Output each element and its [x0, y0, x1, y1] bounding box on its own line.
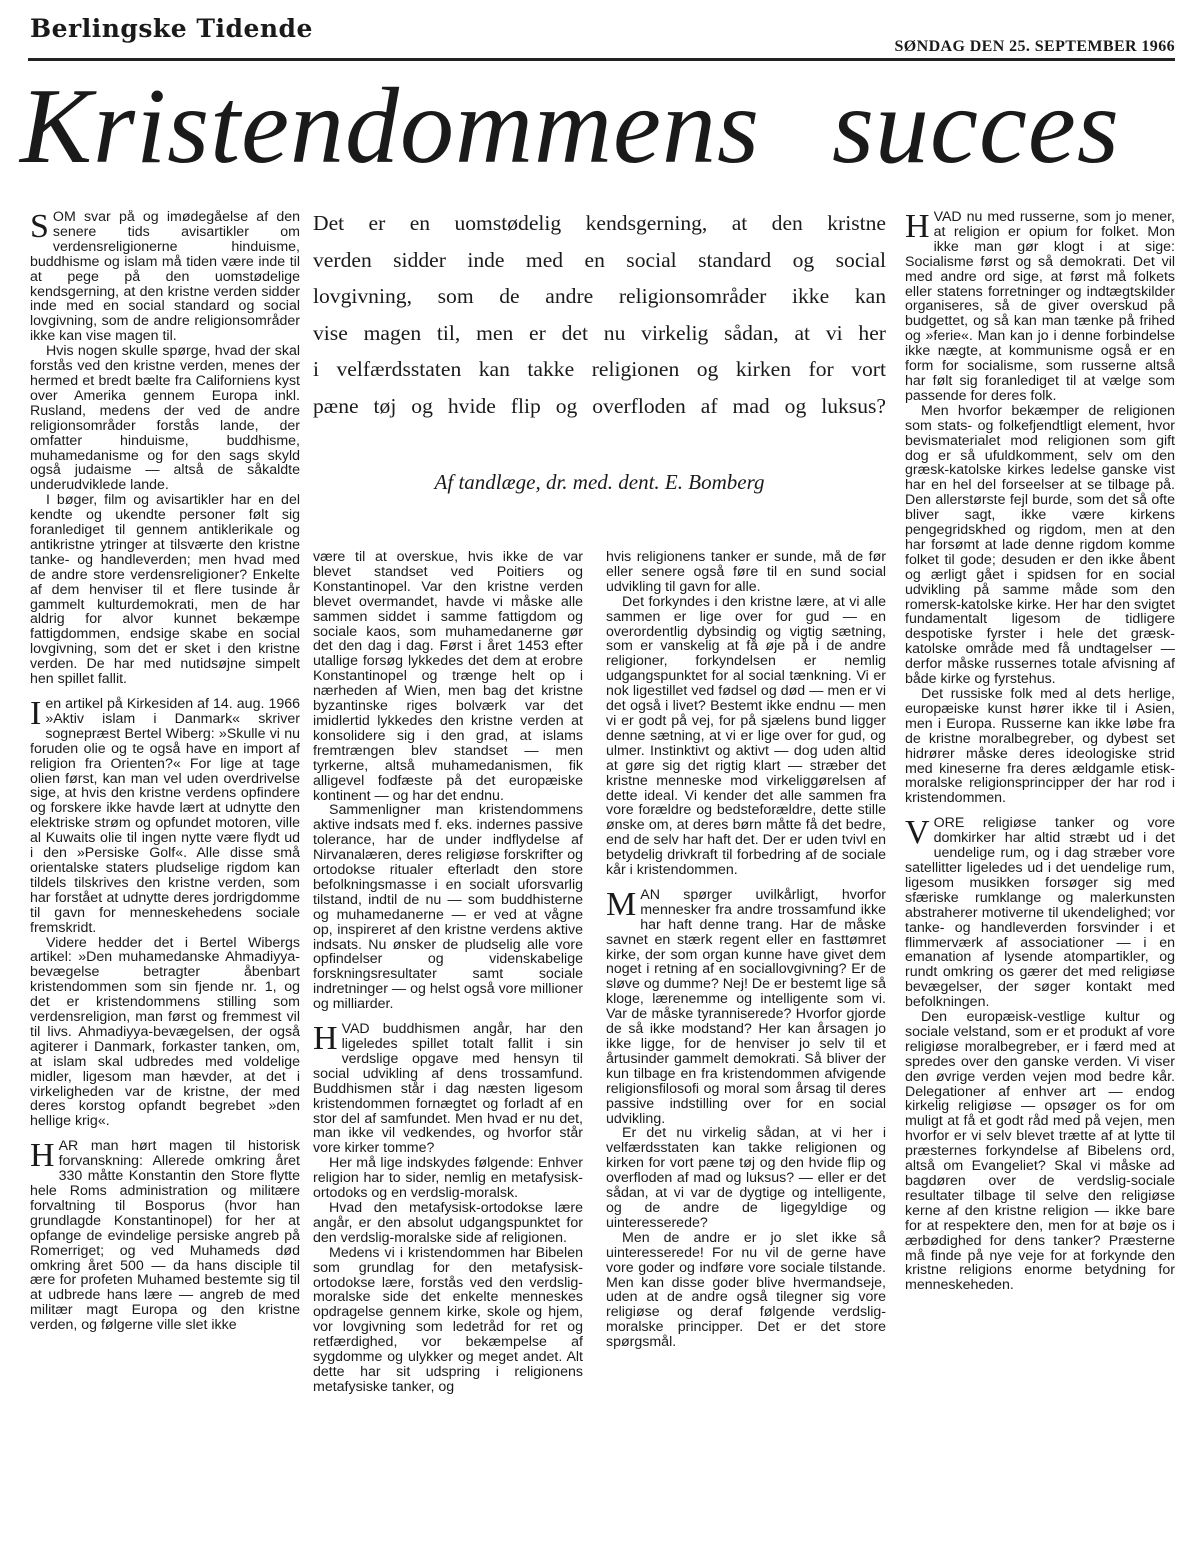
article-paragraph — [606, 885, 886, 1127]
article-paragraph — [30, 1139, 300, 1333]
article-paragraph — [313, 1201, 583, 1246]
paragraph-text: en artikel på Kirkesiden af 14. aug. 1966 »Aktiv islam i Danmark« skriver sognepræst Bertel Wiberg: »Skulle vi nu foruden olie og te også have en import af religion fra Orienten?« For lige at tage olien først, kan man vel uden overdrivelse sige, at hvis den kristne verdens opfindere og forskere ikke havde lært at udnytte den elektriske strøm og opfundet motoren, ville al Kuwaits olie til ingen nytte være flydt ud i den »Persiske Golf«. Alle disse små orientalske staters pludselige rigdom kan tildels tilskrives den kristne verden, som har forstået at udnytte deres jordrigdomme til gavn for menneskehedens sociale fremskridt. — [30, 696, 300, 936]
paragraph-text: Det russiske folk med al dets herlige, europæiske kunst hører ikke til i Asien, men i Europa. Russerne kan ikke løbe fra de kristne moralbegreber, og dybest set hidrører måske deres ideologiske strid med kineserne fra deres ældgamle etisk-moralske religionsprincipper der har rod i kristendommen. — [905, 686, 1175, 807]
article-paragraph — [30, 344, 300, 493]
article-column-1 — [30, 210, 300, 1530]
paragraph-text: AN spørger uvilkårligt, hvorfor mennesker fra andre trossamfund ikke har haft denne trang. Har de måske savnet en stærk regent eller en fasttømret kirke, der som organ kunne have givet dem noget i retning af en sociallovgivning? Er de sløve og dumme? Nej! De er bestemt lige så kloge, lærenemme og intelligente som vi. Var de måske tyranniserede? Hvorfor gjorde de så ikke modstand? Her kan årsagen jo ikke ligge, for de henviser jo selv til et årtusinder gammelt demokrati. Så bliver der kun tilbage en fra kristendommen afvigende religionsfilosofi og moral som årsag til deres passive indstilling over for en social udvikling. — [606, 886, 886, 1127]
article-paragraph — [606, 1126, 886, 1230]
paragraph-text: I bøger, film og avisartikler har en del kendte og ukendte personer følt sig foranlediget til gennem antiklerikale og antikristne ytringer at tilsværte den kristne tanke- og handleverden; men hvad med de andre store verdensreligioner? Enkelte af dem henviser til et flere tusinde år gammelt kulturdemokrati, men de har aldrig for alvor kunnet bekæmpe fattigdommen, endsige skabe en social lovgivning, som det er sket i den kristne verden. De har med nutidsøjne simpelt hen spillet fallit. — [30, 492, 300, 688]
intro-line: lovgivning, som de andre religionsområder ikke kan — [313, 284, 886, 309]
article-paragraph — [606, 1231, 886, 1350]
paragraph-text: Men hvorfor bekæmper de religionen som stats- og folkefjendtligt element, hvor bevismaterialet mod religionen som gift dog er så ufuldkomment, selv om den græsk-katolske kirkes ledelse ganske vist har en hel del forseelser at se tilbage på. Den allerstørste fejl burde, som det så ofte bliver sagt, ikke være kirkens pengegridskhed og rigdom, men at den har forsømt at lade denne rigdom komme folket til gode; desuden er den ikke åbent og ærligt gået i spidsen for en social udvikling på samme måde som den romersk-katolske kirke. Her har den svigtet fundamentalt ligesom de tidligere despotiske fyrster i hele det græsk-katolske område med få undtagelser — derfor måske russernes totale afvisning af både kirke og fyrstehus. — [905, 402, 1175, 688]
article-paragraph — [30, 936, 300, 1130]
article-paragraph — [905, 687, 1175, 806]
intro-line: verden sidder inde med en social standard og social — [313, 247, 886, 272]
paragraph-text: OM svar på og imødegåelse af den senere tids avisartikler om verdensreligionerne hinduisme, buddhisme og islam må tiden være inde til at pege på den uomstødelige kendsgerning, at den kristne verden sidder inde med en social standard og social lovgivning, som de andre religionsområder ikke kan vise magen til. — [30, 210, 300, 345]
article-paragraph — [313, 1246, 583, 1395]
article-paragraph — [313, 1156, 583, 1201]
paragraph-text: være til at overskue, hvis ikke de var blevet standset ved Poitiers og Konstantinopel. Var den kristne verden blevet overmandet, havde vi måske alle sammen siddet i samme fattigdom og sociale kaos, som muhamedanerne gør det den dag i dag. Først i året 1453 efter utallige forsøg lykkedes det dem at erobre Konstantinopel og trænge helt op i nærheden af Wien, men bag det kristne byzantinske riges bolværk var det imidlertid lykkedes den kristne verden at konsolidere sig i den grad, at islams fremtrængen blev standset — men tyrkerne, altså muhamedanismen, fik alligevel fodfæste på det europæiske kontinent — og har det endnu. — [313, 550, 583, 804]
article-paragraph — [313, 1022, 583, 1156]
article-paragraph — [905, 404, 1175, 687]
intro-line: i velfærdsstaten kan takke religionen og kirken for vort — [313, 357, 886, 382]
paragraph-text: Hvis nogen skulle spørge, hvad der skal forstås ved den kristne verden, menes der hermed et bredt bælte fra Californiens kyst over Amerika gennem Europa inkl. Rusland, medens der ved de andre religionsområder forstås lande, der omfatter hinduisme, buddhisme, muhamedanisme og for den sags skyld også judaisme — altså de såkaldte underudviklede lande. — [30, 343, 300, 494]
paragraph-text: Det forkyndes i den kristne lære, at vi alle sammen er lige over for gud — en overordentlig dybsindig og vigtig sætning, som er vanskelig at få øje på i de andre religioner, forkyndelsen er nemlig udgangspunktet for al social tænkning. Vi er nok ligestillet ved fødsel og død — men er vi det også i livet? Bestemt ikke endnu — men vi er godt på vej, for på sjælens bund ligger denne sætning, at vi er lige over for gud, og ulmer. Instinktivt og aktivt — dog uden altid at gøre sig det rigtig klart — stræber det kristne menneske mod virkeliggørelsen af dette ideal. Vi kender det alle sammen fra vore forældre og bedsteforældre, dette stille ønske om, at deres børn måtte få det bedre, end de selv har haft det. Der er uden tvivl en betydelig drivkraft til forbedring af de sociale kår i kristendommen. — [606, 593, 886, 879]
article-paragraph — [905, 1010, 1175, 1293]
dateline: SØNDAG DEN 25. SEPTEMBER 1966 — [894, 38, 1175, 55]
article-column-2 — [313, 550, 583, 1530]
article-intro — [313, 205, 886, 425]
intro-line: pæne tøj og hvide flip og overfloden af mad og luksus? — [313, 393, 886, 418]
intro-line: vise magen til, men er det nu virkelig sådan, at vi her — [313, 320, 886, 345]
article-byline: Af tandlæge, dr. med. dent. E. Bomberg — [434, 470, 765, 494]
paragraph-text: ORE religiøse tanker og vore domkirker har altid stræbt ud i det uendelige rum, og i dag stræber vore satellitter ligeledes ud i det uendelige rum, ligesom musikken forsøger sig med sfæriske rumklange og malerkunsten abstraherer motiverne til ukendelighed; vor tanke- og handleverden forsvinder i et flimmerværk af associationer — i en emanation af lysende atompartikler, og rundt omkring os gærer det med religiøse bevægelser, der søger kontakt med befolkningen. — [905, 815, 1175, 1011]
paragraph-text: hvis religionens tanker er sunde, må de før eller senere også føre til en sund social udvikling til gavn for alle. — [606, 550, 886, 595]
article-column-4 — [905, 210, 1175, 1530]
newspaper-masthead: Berlingske Tidende — [30, 14, 313, 43]
paragraph-text: Er det nu virkelig sådan, at vi her i velfærdsstaten kan takke religionen og kirken for vort pæne tøj og den hvide flip og overfloden af mad og luksus? — eller er det sådan, at vi var de dygtige og intelligente, og de andre de ligegyldige og uinteresserede? — [606, 1125, 886, 1231]
drop-cap: S — [30, 210, 49, 245]
paragraph-text: Her må lige indskydes følgende: Enhver religion har to sider, nemlig en metafysisk-ortodoks og en verdslig-moralsk. — [313, 1155, 583, 1202]
article-paragraph — [905, 210, 1175, 404]
paragraph-text: VAD nu med russerne, som jo mener, at religion er opium for folket. Mon ikke man gør klogt i at sige: Socialisme først og så demokrati. Det vil med andre ord sige, at først må folkets eller statens forretninger og indtægtskilder organiseres, så de giver overskud på budgettet, og så kan man tænke på frihed og »ferie«. Man kan jo i denne forbindelse ikke nægte, at kommunisme også er en form for socialisme, som russerne altså har følt sig foranlediget til at vælge som passende for deres folk. — [905, 210, 1175, 404]
paragraph-text: VAD buddhismen angår, har den ligeledes spillet totalt fallit i sin verdslige opgave med hensyn til social udvikling af dens trossamfund. Buddhismen står i dag næsten ligesom kristendommen fornægtet og forladt af en stor del af samfundet. Men hvad er nu det, man ikke vil vedkendes, og hvorfor står vore kirker tomme? — [313, 1021, 583, 1157]
paragraph-text: Men de andre er jo slet ikke så uinteresserede! For nu vil de gerne have vore goder og indføre vore sociale tilstande. Men kan disse goder blive hvermandseje, uden at de andre også tilegner sig vore religiøse og deraf følgende verdslig-moralske principper. Det er det store spørgsmål. — [606, 1229, 886, 1351]
paragraph-text: Medens vi i kristendommen har Bibelen som grundlag for den metafysisk-ortodokse lære, forstås ved den verdslig-moralske side det enkelte menneskes opdragelse gennem kirke, skole og hjem, vor lovgivning som ledetråd for ret og retfærdighed, vor bekæmpelse af sygdomme og ulykker og meget andet. Alt dette har sit udspring i religionens metafysiske tanker, og — [313, 1244, 583, 1395]
paragraph-text: Hvad den metafysisk-ortodokse lære angår, er den absolut udgangspunktet for den verdslig-moralske side af religionen. — [313, 1199, 583, 1246]
drop-cap: H — [905, 210, 930, 245]
paragraph-text: Den europæisk-vestlige kultur og sociale velstand, som er et produkt af vore religiøse moralbegreber, er i færd med at spredes over den ganske verden. Vi viser den øvrige verden vejen mod bedre kår. Delegationer af enhver art — endog kirkelig religiøse — opsøger os for om muligt at få et godt råd med på vejen, men hvorfor er vi selv blevet trætte af at lytte til præsternes forkyndelse af Bibelens ord, altså om Evangeliet? Skal vi måske ad bagdøren over de verdslig-sociale resultater tilbage til selve den religiøse kerne af den kristne religion — ikke bare for at respektere den, men for at bøje os i ærbødighed for dens tanker? Præsterne må finde på nye veje for at forkynde den kristne religions enorme betydning for menneskeheden. — [905, 1009, 1175, 1294]
article-paragraph — [30, 210, 300, 344]
article-paragraph — [606, 550, 886, 595]
drop-cap: I — [30, 695, 42, 732]
article-paragraph — [30, 697, 300, 936]
article-column-3 — [606, 550, 886, 1530]
paragraph-text: Sammenligner man kristendommens aktive indsats med f. eks. indernes passive tolerance, har de under indflydelse af Nirvanalæren, deres religiøse forskrifter og ortodokse ritualer efterladt den store befolkningsmasse i en socialt uforsvarlig tilstand, indtil de nu — som buddhisterne og muhamedanerne — er ved at vågne op, inspireret af den kristne verdens aktive indsats. Nu ønsker de pludselig alle vore opfindelser og videnskabelige forskningsresultater samt sociale indretninger — og helst også vore millioner og milliarder. — [313, 802, 583, 1013]
article-paragraph — [313, 803, 583, 1012]
intro-line: Det er en uomstødelig kendsgerning, at den kristne — [313, 211, 886, 235]
article-paragraph — [30, 493, 300, 687]
drop-cap: H — [313, 1020, 338, 1058]
article-paragraph — [905, 816, 1175, 1010]
paragraph-text: AR man hørt magen til historisk forvanskning: Allerede omkring året 330 måtte Konstantin den Store flytte hele Roms administration og militære forvaltning til Bosporus (hvor han grundlagde Konstantinopel) for her at opfange de evindelige persiske angreb på Romerriget; og ved Muhameds død omkring året 500 — da hans disciple til ære for profeten Muhamed bestemte sig til at udbrede hans lære — angreb de med militær magt Europa og den kristne verden, og følgerne ville slet ikke — [30, 1138, 300, 1334]
drop-cap: M — [606, 885, 637, 923]
article-paragraph — [313, 550, 583, 803]
article-headline: Kristendommens succes — [20, 67, 1120, 186]
article-paragraph — [606, 595, 886, 878]
paragraph-text: Videre hedder det i Bertel Wibergs artikel: »Den muhamedanske Ahmadiyya-bevægelse betragter åbenbart kristendommen som sin fjende nr. 1, og det er kristendommens stilling som verdensreligion, man først og fremmest vil til livs. Ahmadiyya-bevægelsen, der også agiterer i Danmark, forkaster tanken, om, at islam skal udbredes med voldelige midler, ligesom man hævder, at det i virkeligheden var de kristne, der med deres korstog opfandt begrebet »den hellige krig«. — [30, 934, 300, 1130]
drop-cap: H — [30, 1137, 55, 1175]
header-rule — [28, 58, 1175, 61]
drop-cap: V — [905, 814, 930, 852]
